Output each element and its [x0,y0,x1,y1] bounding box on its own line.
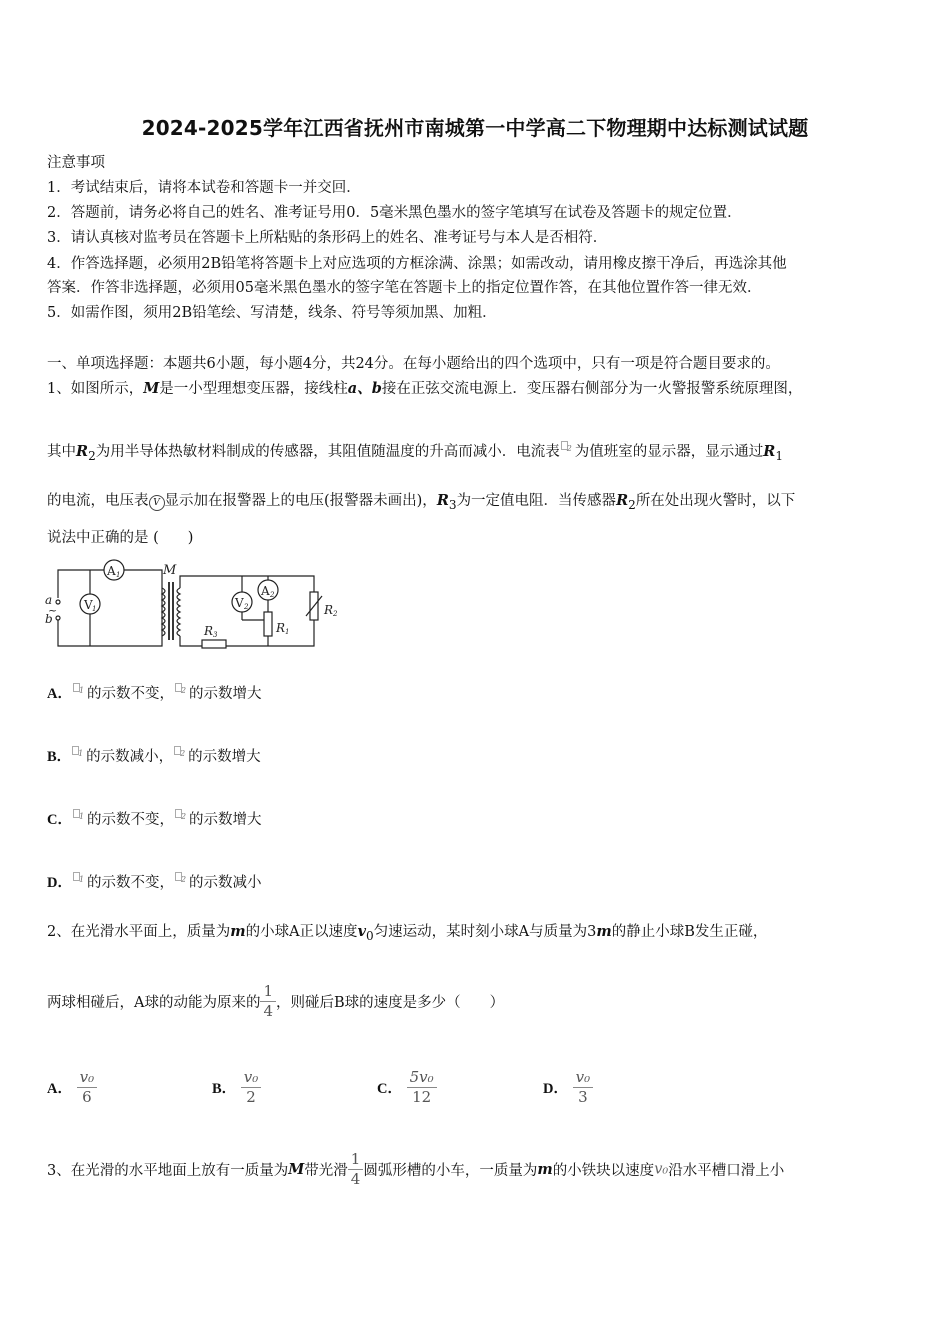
q2-line1: 2、在光滑水平面上，质量为m的小球A正以速度$v_0$匀速运动，某时刻小球A与质量为3m的静止小球B发生正碰， [47,923,768,943]
secondary-coil [177,588,180,636]
voltmeter-icon: V [149,495,165,511]
meter-icon: 2 [173,749,188,763]
note-item: 1．考试结束后，请将本试卷和答题卡一并交回． [47,180,361,196]
q2-option-c[interactable]: C． $\frac{\text{5v₀}}{12}$ [377,1068,437,1107]
transformer-label: M [163,563,177,578]
note-item: 3．请认真核对监考员在答题卡上所粘贴的条形码上的姓名、准考证号与本人是否相符． [47,230,608,246]
q2-line2: 两球相碰后，A球的动能为原来的 $\frac{1}{4}$ ，则碰后B球的速度是多少（ ） [47,982,505,1020]
meter-icon: 2 [174,812,189,826]
svg-text:1: 1 [285,628,290,636]
q2-option-d[interactable]: D． $\frac{\text{v₀}}{3}$ [543,1068,593,1107]
q1-line2: 其中$R_2$为用半导体热敏材料制成的传感器，其阻值随温度的升高而减小．电流表 2 为值班室的显示器，显示通过$R_1$ [47,443,783,463]
terminal-b-label: b [45,612,53,626]
r1-label: R [276,621,286,635]
a1-label: A [107,564,116,578]
v2-label: V [235,596,244,610]
fraction-one-quarter: $\frac{1}{4}$ [260,982,276,1021]
a2-label: A [261,584,270,598]
svg-text:2: 2 [244,603,249,611]
circuit-diagram [44,558,340,658]
note-item: 2．答题前，请务必将自己的姓名、准考证号用0．5毫米黑色墨水的签字笔填写在试卷及答题卡的规定位置． [47,205,742,221]
meter-icon: 1 [72,686,87,700]
meter-icon: 1 [72,812,87,826]
note-item: 5．如需作图，须用2B铅笔绘、写清楚，线条、符号等须加黑、加粗． [47,305,497,321]
q1-option-a[interactable]: A． 1 的示数不变， 2 的示数增大 [47,682,261,703]
q1-option-c[interactable]: C． 1 的示数不变， 2 的示数增大 [47,808,261,829]
svg-text:2: 2 [333,610,338,618]
r2-label: R [324,603,334,617]
meter-icon: 1 [71,749,86,763]
v1-label: V [84,598,93,612]
page-title: 2024-2025学年江西省抚州市南城第一中学高二下物理期中达标测试试题 [141,116,809,140]
note-item: 4．作答选择题，必须用2B铅笔将答题卡上对应选项的方框涂满、涂黑；如需改动，请用橡皮擦干净后，再选涂其他 [47,256,787,272]
q1-line4: 说法中正确的是 ( ) [47,530,194,546]
meter-icon: 1 [72,875,87,889]
q2-option-a[interactable]: A． $\frac{\text{v₀}}{6}$ [47,1068,97,1107]
resistor-r1 [264,612,272,636]
fraction-one-quarter: $\frac{1}{4}$ [348,1150,364,1189]
q1-option-d[interactable]: D． 1 的示数不变， 2 的示数减小 [47,871,261,892]
primary-wire [58,570,162,646]
svg-text:~: ~ [48,604,58,617]
svg-text:3: 3 [213,631,218,639]
section-heading: 一、单项选择题：本题共6小题，每小题4分，共24分。在每小题给出的四个选项中，只有一项是符合题目要求的。 [47,356,780,372]
meter-icon: 2 [174,686,189,700]
q2-option-b[interactable]: B． $\frac{\text{v₀}}{2}$ [212,1068,261,1107]
q1-option-b[interactable]: B． 1 的示数减小， 2 的示数增大 [47,745,261,766]
svg-text:1: 1 [92,605,97,613]
svg-text:1: 1 [116,571,121,579]
notes-heading: 注意事项 [47,155,105,171]
q1-line3: 的电流，电压表 V 显示加在报警器上的电压(报警器未画出)，$R_3$为一定值电阻．当传感器$R_2$所在处出现火警时，以下 [47,492,796,512]
q1-line1: 1、如图所示，M是一小型理想变压器，接线柱a、b接在正弦交流电源上．变压器右侧部分为一火警报警系统原理图， [47,380,803,397]
svg-text:2: 2 [270,591,275,599]
meter-icon: 2 [174,875,189,889]
note-item: 答案．作答非选择题，必须用05毫米黑色墨水的签字笔在答题卡上的指定位置作答，在其他位置作答一律无效． [47,280,762,296]
q3-line1: 3、在光滑的水平地面上放有一质量为M带光滑 $\frac{1}{4}$ 圆弧形槽的小车，一质量为m的小铁块以速度v₀沿水平槽口滑上小 [47,1150,785,1188]
r3-label: R [204,624,214,638]
terminal-a-label: a [45,593,53,607]
resistor-r3 [202,640,226,648]
ammeter-icon: 2 [560,444,575,458]
